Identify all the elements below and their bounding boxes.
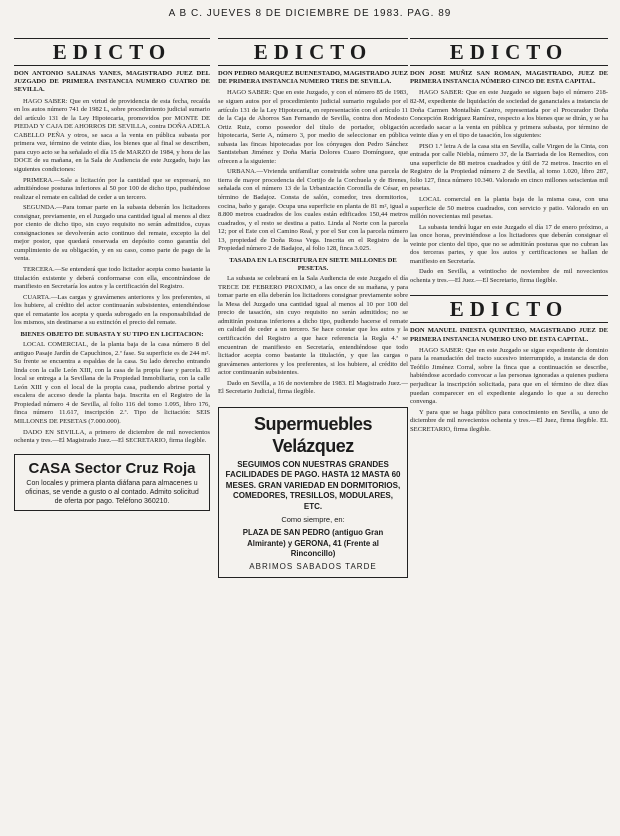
edict-paragraph: CUARTA.—Las cargas y gravámenes anteriores y los preferentes, si los hubiere, al crédito del actor continuarán subsistentes, entendiéndose que el rematante los acepta y queda subrogado en la responsabilidad de los mismos, sin destinarse a su extinción el precio del remate.	[14, 293, 210, 327]
column-middle	[218, 38, 408, 818]
ad-title: CASA Sector Cruz Roja	[28, 459, 196, 477]
edict-signature: Y para que se haga público para conocimiento en Sevilla, a uno de diciembre de mil novecientos ochenta y tres.—El Juez, firma ilegible. EL SECRETARIO, firma ilegible.	[410, 408, 608, 433]
column-right	[410, 38, 608, 828]
edict-paragraph: PRIMERA.—Sale a licitación por la cantidad que se expresará, no admitiéndose posturas inferiores al 50 por 100 de dicho tipo, pudiéndose realizar el remate en calidad de ceder a un tercero.	[14, 176, 210, 201]
section-title: BIENES OBJETO DE SUBASTA Y SU TIPO EN LICITACION:	[20, 330, 204, 338]
edict-paragraph: HAGO SABER: Que en este Juzgado, y con el número 85 de 1983, se siguen autos por el procedimiento judicial sumario regulado por el artículo 131 de la Ley Hipotecaria, en representación con el artículo 11 de la Caja de Ahorros San Fernando de Sevilla, contra don Modesto Ortiz Ruiz, como poseedor del título de portador, obligación hipotecaria, Serie A, número 3, por medio de seleccionar en pública subasta las fincas hipotecadas por los cónyuges don Pedro Sánchez Santisteban Jiménez y Doña María Dolores Cuaro Domínguez, que ofrecen a la siguiente:	[218, 89, 408, 165]
section-title: TASADA EN LA ESCRITURA EN SIETE MILLONES DE PESETAS.	[229, 256, 397, 272]
edict-paragraph: SEGUNDA.—Para tomar parte en la subasta deberán los licitadores consignar, previamente, en el Juzgado una cantidad igual al menos al diez por ciento de dicho tipo, sin cuyo requisito no serán admitidos, cuyas consignaciones se devolverán acto continuo del remate, excepto la del mejor postor, que quedará reservada en depósito como garantía del cumplimiento de su obligación, y en su caso, como parte de pago de la venta.	[14, 204, 210, 263]
ad-supermuebles	[218, 407, 408, 578]
edict-heading: EDICTO	[14, 38, 210, 66]
ad-address: PLAZA DE SAN PEDRO (antiguo Gran Almirante) y GERONA, 41 (Frente al Rinconcillo)	[242, 528, 384, 558]
edict-signature: Dado en Sevilla, a 16 de noviembre de 1983. El Magistrado Juez.—El Secretario Judicial, firma ilegible.	[218, 379, 408, 396]
edict-paragraph: PISO 1.º letra A de la casa sita en Sevilla, calle Virgen de la Cinta, con entrada por calle Niebla, número 37, de la Barriada de los Remedios, con una superficie de 88 metros cuadrados y útil de 72 metros. Inscrito en el Registro de la Propiedad número 2 de Sevilla, al tomo 1.020, libro 287, folio 127, finca número 10.340. Valorado en cinco millones seiscientas mil pesetas.	[410, 142, 608, 193]
edict-paragraph: URBANA.—Vivienda unifamiliar construida sobre una parcela de tierra de mayor procedencia del Cortijo de la Corchuela y de Brenes, señalada con el número 13 de la Urbanización Coronilla de César, en término de Badajoz. Consta de salón, comedor, tres dormitorios, cocina, baño y garaje. Ocupa una superficie en planta de 81 m², igual a 8.800 metros cuadrados de los cuales están edificados 150,44 metros cuadrados, y el resto se destina a patio. Linda al Norte con la parcela 12; por el Este con el Camino Real, y por el Sur con la parcela número 13, propiedad de Doña Rosa Vega. Inscrita en el Registro de la Propiedad número 2 de Badajoz, al folio 128, finca 3.025.	[218, 168, 408, 253]
edict-paragraph: La subasta tendrá lugar en este Juzgado el día 17 de enero próximo, a las once horas, previniéndose a los licitadores que deberán consignar el veinte por ciento del tipo, que no se admitirán posturas que no cubran las dos terceras partes, y que los autos y certificaciones se hallan de manifiesto en Secretaría.	[410, 223, 608, 265]
column-left	[14, 38, 210, 828]
page-header: A B C. JUEVES 8 DE DICIEMBRE DE 1983. PAG. 89	[168, 8, 452, 19]
edict-heading: EDICTO	[410, 38, 608, 66]
ad-slogan: SEGUIMOS CON NUESTRAS GRANDES FACILIDADES DE PAGO. HASTA 12 MASTA 60 MESES. GRAN VARIEDAD EN DORMITORIOS, COMEDORES, TRESILLOS, MODULARES, ETC.	[225, 459, 401, 511]
edict-heading: EDICTO	[410, 295, 608, 323]
edict-paragraph: La subasta se celebrará en la Sala Audiencia de este Juzgado el día TRECE DE FEBRERO PROXIMO, a las once de su mañana, y para tomar parte en ella deberán los licitadores consignar previamente sobre la Mesa del Juzgado una cantidad igual al menos al 10 por 100 del precio de tasación, sin cuyo requisito no serán admitidos; no se admitirán posturas inferiores a dicho tipo, pudiendo hacerse el remate en calidad de ceder a un tercero. Se hace constar que los autos y la certificación del Registro a que hace referencia la Regla 4.ª se encuentran de manifiesto en Secretaría, entendiéndose que todo licitador acepta como bastante la titulación, y que las cargas o gravámenes anteriores y los preferentes, si los hubiere, al crédito del actor continuarán subsistentes.	[218, 275, 408, 377]
ad-brand: Supermuebles Velázquez	[253, 413, 373, 456]
edict-paragraph: HAGO SABER: Que en este Juzgado se sigue expediente de dominio para la reanudación del tracto sucesivo interrumpido, a instancia de don Teófilo Jiménez Corral, sobre la finca que a continuación se describe, habiéndose acordado convocar a las personas ignoradas a quienes pudiera perjudicar la inscripción solicitada, para que en el término de diez días puedan comparecer en el expediente alegando lo que a su derecho convenga.	[410, 346, 608, 406]
edict-paragraph: HAGO SABER: Que en este Juzgado se siguen bajo el número 218-82-M, expediente de liquidación de sociedad de gananciales a instancia de Doña Carmen Montalbán Castro, representada por el Procurador Doña Concepción Rodríguez Ramírez, respecto a los bienes que se dirán, y se ha acordado sacar a la venta en pública y primera subasta, por término de veinte días y en el tipo de tasación, los siguientes:	[410, 89, 608, 140]
edict-lead: DON MANUEL INIESTA QUINTERO, MAGISTRADO JUEZ DE PRIMERA INSTANCIA NUMERO UNO DE ESTA CAPITAL.	[410, 327, 608, 343]
edict-paragraph: HAGO SABER: Que en virtud de providencia de esta fecha, recaída en los autos número 741 de 1982 L, sobre procedimiento judicial sumario del artículo 131 de la Ley Hipotecaria, promovidos por MONTE DE PIEDAD Y CAJA DE AHORROS DE SEVILLA, contra DOÑA ADELA CABELLO PEÑA y otros, se saca a la venta en pública subasta por primera vez, término de veinte días, los bienes que al final se describen, para cuyo acto se ha señalado el día 15 de MARZO de 1984, y hora de las DOCE de su mañana, en la Sala de Audiencia de este Juzgado, bajo las siguientes condiciones:	[14, 97, 210, 173]
edict-paragraph: LOCAL comercial en la planta baja de la misma casa, con una superficie de 50 metros cuadrados, con servicio y patio. Valorado en un millón novecientas mil pesetas.	[410, 195, 608, 221]
ad-hours: ABRIMOS SABADOS TARDE	[249, 561, 377, 571]
edict-lead: DON ANTONIO SALINAS YANES, MAGISTRADO JUEZ DEL JUZGADO DE PRIMERA INSTANCIA NUMERO CUATRO DE SEVILLA.	[14, 70, 210, 94]
edict-lead: DON PEDRO MARQUEZ BUENESTADO, MAGISTRADO JUEZ DE PRIMERA INSTANCIA NUMERO TRES DE SEVILLA.	[218, 70, 408, 86]
edict-paragraph: TERCERA.—Se entenderá que todo licitador acepta como bastante la titulación existente y deberá conformarse con ella, encontrándose de manifiesto en Secretaría los autos y la certificación del Registro.	[14, 266, 210, 291]
edict-signature: Dado en Sevilla, a veintiocho de noviembre de mil novecientos ochenta y tres.—El Juez.—El Secretario, firma ilegible.	[410, 268, 608, 284]
edict-paragraph: LOCAL COMERCIAL, de la planta baja de la casa número 8 del antiguo Pasaje Jardín de Capuchinos, 2.ª fase. Su superficie es de 244 m². Su frente se encuentra a espaldas de la casa. Su lado derecho entrando linda con la calle León XIII, con la casa de la propia fase y parcela. El local se entrega a la Sevillana de la Propiedad Inmobiliaria, con la calle León XIII y con el local de la propia casa, pudiendo abrirse portal y escalera de acceso desde la planta baja. Inscrita en el Registro de la Propiedad número 4 de Sevilla, al folio 116 del tomo 1.095, libro 176, finca número 11.617, inscripción 2.ª. Tipo de licitación: SEIS MILLONES DE PESETAS (7.000.000).	[14, 341, 210, 425]
edict-lead: DON JOSE MUÑIZ SAN ROMAN, MAGISTRADO, JUEZ DE PRIMERA INSTANCIA NÚMERO CINCO DE ESTA CAPITAL.	[410, 70, 608, 86]
edict-signature: DADO EN SEVILLA, a primero de diciembre de mil novecientos ochenta y tres.—El Magistrado Juez.—El SECRETARIO, firma ilegible.	[14, 428, 210, 445]
edict-heading: EDICTO	[218, 38, 408, 66]
ad-cruz-roja	[14, 454, 210, 511]
ad-body: Con locales y primera planta diáfana para almacenes u oficinas, se vende a gusto o al contado. Admito solicitud de oferta por pago. Teléfono 360210.	[25, 479, 199, 505]
ad-note: Como siempre, en:	[281, 515, 345, 525]
